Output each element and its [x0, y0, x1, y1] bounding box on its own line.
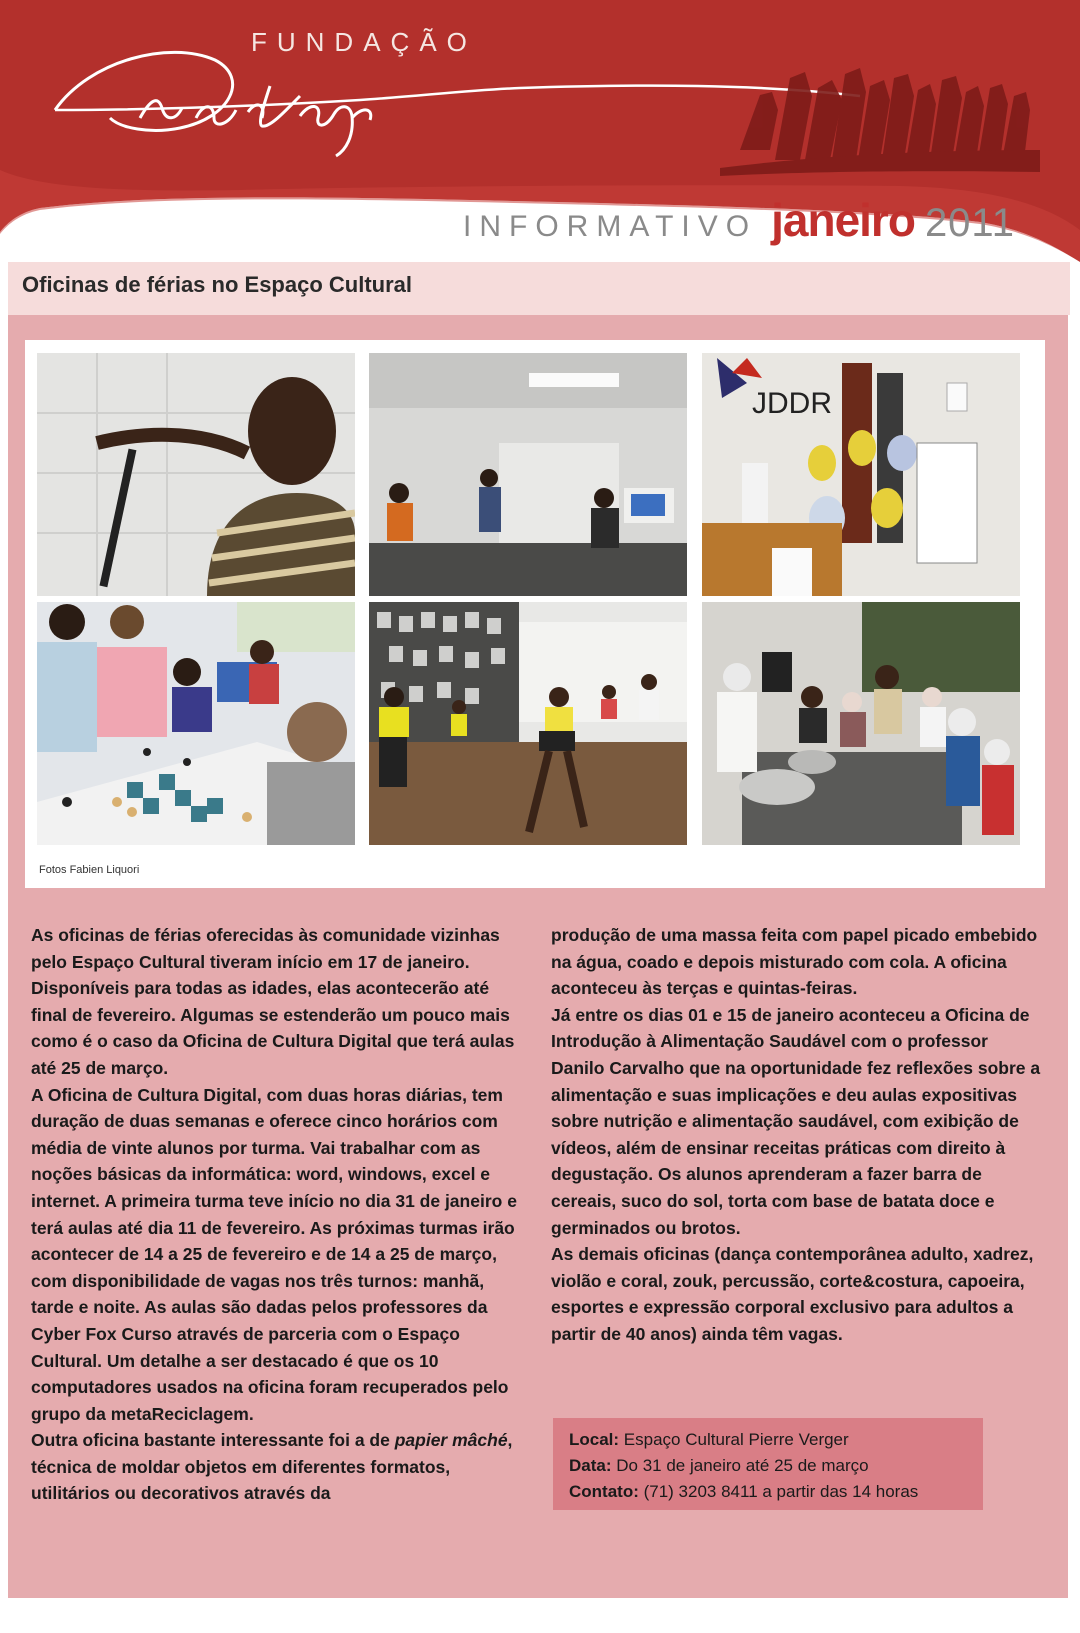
paragraph: A Oficina de Cultura Digital, com duas horas diárias, tem duração de duas semanas e oferece cinco horários com média de vinte alunos por turma. Vai trabalhar com as noções básicas da informática: word, windows, excel e internet. A primeira turma teve início no dia 31 de janeiro e terá aulas até dia 11 de fevereiro. As próximas turmas irão acontecer de 14 a 25 de fevereiro e de 14 a 25 de março, com disponibilidade de vagas nos três turnos: manhã, tarde e noite. As aulas são dadas pelos professores da Cyber Fox Curso através de parceria com o Espaço Cultural. Um detalhe a ser destacado é que os 10 computadores usados na oficina foram recuperados pelo grupo da metaReciclagem.	[31, 1084, 517, 1424]
computer-room-photo	[369, 353, 687, 596]
local-value: Espaço Cultural Pierre Verger	[619, 1430, 849, 1449]
date-label: Data:	[569, 1456, 612, 1475]
local-line	[569, 1430, 849, 1450]
event-info-box	[553, 1418, 983, 1510]
issue-month: janeiro	[771, 194, 915, 246]
local-label: Local:	[569, 1430, 620, 1449]
cooking-class-photo	[702, 602, 1020, 845]
informativo-label: INFORMATIVO	[463, 210, 758, 243]
paragraph: Já entre os dias 01 e 15 de janeiro aconteceu a Oficina de Introdução à Alimentação Saudável com o professor Danilo Carvalho que na oportunidade fez reflexões sobre a alimentação e suas implicações e deu aulas expositivas sobre nutrição e alimentação saudável, com exibição de vídeos, além de ensinar receitas práticas com direito à degustação. Os alunos aprenderam a fazer barra de cereais, suco do sol, torta com base de batata doce e germinados ou brotos.	[551, 1004, 1041, 1238]
contact-value: (71) 3203 8411 a partir das 14 horas	[638, 1482, 919, 1501]
article-title: Oficinas de férias no Espaço Cultural	[22, 272, 412, 297]
papier-mache-crafts-photo	[702, 353, 1020, 596]
contact-line	[569, 1482, 918, 1502]
chess-class-photo	[37, 602, 355, 845]
foundation-wordmark: FUNDAÇÃO	[251, 27, 477, 57]
header-banner	[0, 0, 1080, 290]
paragraph-papier-mache	[31, 1427, 521, 1507]
issue-heading	[463, 193, 1015, 246]
article-column-left	[31, 922, 521, 1507]
date-value: Do 31 de janeiro até 25 de março	[611, 1456, 869, 1475]
date-line	[569, 1456, 869, 1476]
emphasis-text: papier mâché	[394, 1430, 508, 1451]
article-title-strip	[8, 262, 1070, 315]
paragraph-text: Outra oficina bastante interessante foi a de	[31, 1430, 395, 1451]
paragraph: As demais oficinas (dança contemporânea adulto, xadrez, violão e coral, zouk, percussão, corte&costura, capoeira, esportes e expressão corporal exclusivo para adultos a partir de 40 anos) ainda têm vagas.	[551, 1244, 1034, 1344]
dance-class-photo	[369, 602, 687, 845]
banner-background	[0, 0, 1080, 290]
issue-year: 2011	[924, 201, 1015, 245]
svg-text:JDDR: JDDR	[752, 387, 832, 420]
paragraph: produção de uma massa feita com papel picado embebido na água, coado e depois misturado com cola. A oficina aconteceu às terças e quintas-feiras.	[551, 925, 1038, 999]
article-column-right	[551, 922, 1046, 1348]
photo-gallery	[25, 340, 1045, 888]
paragraph: As oficinas de férias oferecidas às comunidade vizinhas pelo Espaço Cultural tiveram início em 17 de janeiro. Disponíveis para todas as idades, elas acontecerão até final de fevereiro. Algumas se estenderão um pouco mais como é o caso da Oficina de Cultura Digital que terá aulas até 25 de março.	[31, 925, 515, 1078]
photo-credit: Fotos Fabien Liquori	[39, 864, 140, 876]
paragraph-text: , técnica de moldar objetos em diferentes formatos, utilitários ou decorativos através da	[31, 1430, 513, 1504]
contact-label: Contato:	[569, 1482, 639, 1501]
chess-piece-photo	[37, 353, 355, 596]
